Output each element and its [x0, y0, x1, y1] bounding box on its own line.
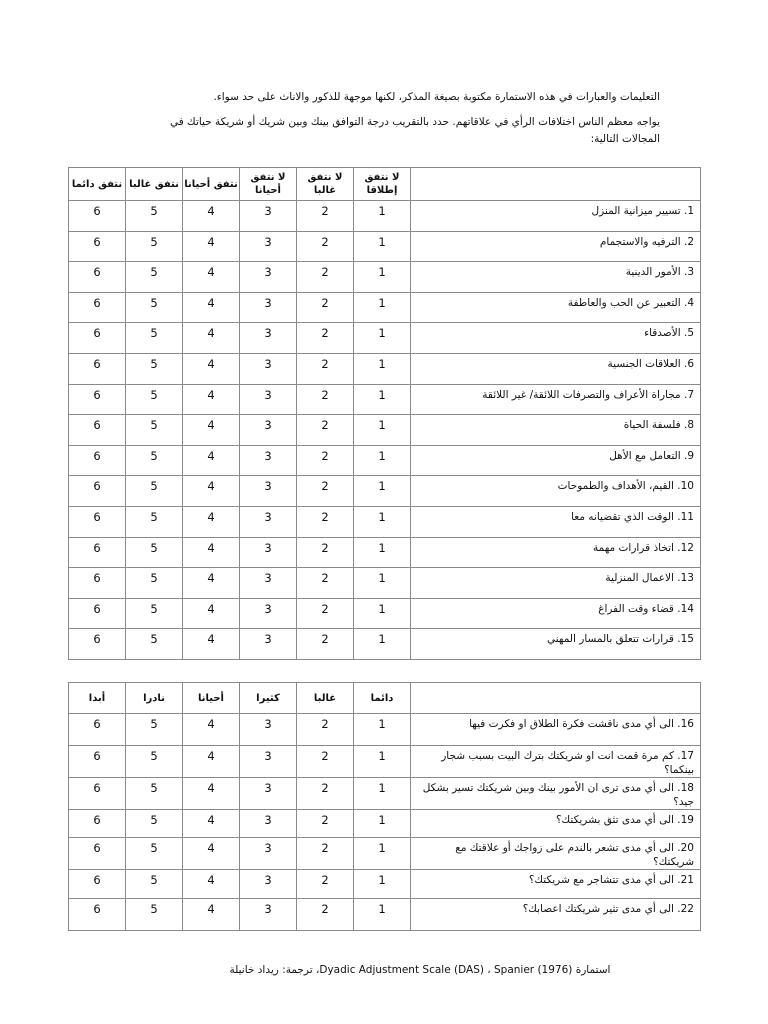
scale-option[interactable]: 4 — [183, 838, 240, 870]
scale-option[interactable]: 6 — [69, 714, 126, 746]
scale-option[interactable]: 1 — [354, 838, 411, 870]
column-header: دائما — [354, 683, 411, 714]
scale-option[interactable]: 5 — [126, 415, 183, 446]
scale-option[interactable]: 2 — [297, 598, 354, 629]
table-row — [69, 231, 701, 262]
scale-option[interactable]: 3 — [240, 629, 297, 660]
scale-option[interactable]: 2 — [297, 384, 354, 415]
item-statement: 6. العلاقات الجنسية — [411, 353, 701, 384]
scale-option[interactable]: 2 — [297, 746, 354, 778]
scale-option[interactable]: 6 — [69, 476, 126, 507]
scale-option[interactable]: 5 — [126, 714, 183, 746]
table-row — [69, 353, 701, 384]
table-row — [69, 445, 701, 476]
table-row — [69, 746, 701, 778]
column-header: نتفق أحيانا — [183, 168, 240, 201]
scale-option[interactable]: 1 — [354, 714, 411, 746]
scale-option[interactable]: 1 — [354, 870, 411, 899]
scale-option[interactable]: 2 — [297, 262, 354, 293]
scale-option[interactable]: 6 — [69, 292, 126, 323]
scale-option[interactable]: 5 — [126, 353, 183, 384]
scale-option[interactable]: 1 — [354, 445, 411, 476]
scale-option[interactable]: 2 — [297, 445, 354, 476]
item-statement: 11. الوقت الذي تقضيانه معا — [411, 506, 701, 537]
scale-option[interactable]: 1 — [354, 746, 411, 778]
scale-option[interactable]: 3 — [240, 899, 297, 931]
scale-option[interactable]: 4 — [183, 899, 240, 931]
item-statement: 3. الأمور الدينية — [411, 262, 701, 293]
scale-option[interactable]: 5 — [126, 537, 183, 568]
scale-option[interactable]: 6 — [69, 323, 126, 354]
scale-option[interactable]: 3 — [240, 537, 297, 568]
table-row — [69, 201, 701, 232]
scale-option[interactable]: 6 — [69, 384, 126, 415]
scale-option[interactable]: 2 — [297, 323, 354, 354]
scale-option[interactable]: 4 — [183, 870, 240, 899]
instructions-note: التعليمات والعبارات في هذه الاستمارة مكتوبة بصيغة المذكر، لكنها موجهة للذكور والاناث على حد سواء. — [213, 91, 660, 103]
scale-option[interactable]: 1 — [354, 231, 411, 262]
scale-option[interactable]: 6 — [69, 231, 126, 262]
scale-option[interactable]: 3 — [240, 231, 297, 262]
scale-option[interactable]: 4 — [183, 445, 240, 476]
scale-option[interactable]: 5 — [126, 746, 183, 778]
scale-option[interactable]: 3 — [240, 476, 297, 507]
scale-option[interactable]: 3 — [240, 598, 297, 629]
instructions-prompt: يواجه معظم الناس اختلافات الرأي في علاقاتهم. حدد بالتقريب درجة التوافق بينك وبين شريك أو شريكة حياتك في المجالات التالية: — [169, 116, 660, 145]
table-row — [69, 537, 701, 568]
scale-option[interactable]: 3 — [240, 746, 297, 778]
scale-option[interactable]: 1 — [354, 353, 411, 384]
scale-option[interactable]: 4 — [183, 629, 240, 660]
scale-option[interactable]: 2 — [297, 870, 354, 899]
scale-option[interactable]: 6 — [69, 201, 126, 232]
scale-option[interactable]: 5 — [126, 778, 183, 810]
item-statement: 18. الى أي مدى ترى ان الأمور بينك وبين شريكتك تسير بشكل جيد؟ — [411, 778, 701, 810]
scale-option[interactable]: 5 — [126, 384, 183, 415]
scale-option[interactable]: 1 — [354, 537, 411, 568]
frequency-table — [68, 682, 701, 931]
scale-option[interactable]: 6 — [69, 262, 126, 293]
scale-option[interactable]: 6 — [69, 778, 126, 810]
scale-option[interactable]: 6 — [69, 445, 126, 476]
scale-option[interactable]: 6 — [69, 598, 126, 629]
scale-option[interactable]: 3 — [240, 870, 297, 899]
scale-option[interactable]: 3 — [240, 838, 297, 870]
scale-option[interactable]: 3 — [240, 778, 297, 810]
scale-option[interactable]: 6 — [69, 810, 126, 838]
scale-option[interactable]: 1 — [354, 778, 411, 810]
scale-option[interactable]: 6 — [69, 870, 126, 899]
scale-option[interactable]: 2 — [297, 838, 354, 870]
scale-option[interactable]: 4 — [183, 384, 240, 415]
scale-option[interactable]: 6 — [69, 353, 126, 384]
scale-option[interactable]: 3 — [240, 201, 297, 232]
table-row — [69, 568, 701, 599]
scale-option[interactable]: 4 — [183, 810, 240, 838]
scale-option[interactable]: 1 — [354, 384, 411, 415]
item-statement: 20. الى أي مدى تشعر بالندم على زواجك أو علاقتك مع شريكتك؟ — [411, 838, 701, 870]
scale-option[interactable]: 6 — [69, 568, 126, 599]
table-row — [69, 629, 701, 660]
table-row — [69, 384, 701, 415]
scale-option[interactable]: 1 — [354, 201, 411, 232]
table-row — [69, 714, 701, 746]
scale-option[interactable]: 3 — [240, 415, 297, 446]
item-statement: 19. الى أي مدى تثق بشريكتك؟ — [411, 810, 701, 838]
column-header: نتفق دائما — [69, 168, 126, 201]
scale-option[interactable]: 3 — [240, 445, 297, 476]
item-statement: 7. مجاراة الأعراف والتصرفات اللائقة/ غير اللائقة — [411, 384, 701, 415]
item-statement: 12. اتخاذ قرارات مهمة — [411, 537, 701, 568]
scale-option[interactable]: 5 — [126, 292, 183, 323]
scale-option[interactable]: 5 — [126, 445, 183, 476]
item-statement: 2. الترفيه والاستجمام — [411, 231, 701, 262]
scale-option[interactable]: 4 — [183, 292, 240, 323]
item-statement: 14. قضاء وقت الفراغ — [411, 598, 701, 629]
scale-option[interactable]: 6 — [69, 629, 126, 660]
scale-option[interactable]: 4 — [183, 201, 240, 232]
scale-option[interactable]: 5 — [126, 899, 183, 931]
column-header: أبدا — [69, 683, 126, 714]
scale-option[interactable]: 3 — [240, 323, 297, 354]
scale-option[interactable]: 3 — [240, 262, 297, 293]
scale-option[interactable]: 4 — [183, 476, 240, 507]
column-header: لا نتفق غالبا — [297, 168, 354, 201]
scale-option[interactable]: 5 — [126, 810, 183, 838]
column-header: غالبا — [297, 683, 354, 714]
scale-option[interactable]: 5 — [126, 476, 183, 507]
scale-option[interactable]: 2 — [297, 353, 354, 384]
scale-option[interactable]: 1 — [354, 810, 411, 838]
item-statement: 16. الى أي مدى ناقشت فكرة الطلاق او فكرت فيها — [411, 714, 701, 746]
item-column-header — [411, 683, 701, 714]
scale-option[interactable]: 2 — [297, 778, 354, 810]
scale-option[interactable]: 6 — [69, 537, 126, 568]
item-statement: 4. التعبير عن الحب والعاطفة — [411, 292, 701, 323]
item-column-header — [411, 168, 701, 201]
table-row — [69, 292, 701, 323]
scale-option[interactable]: 4 — [183, 537, 240, 568]
header-row — [69, 168, 701, 201]
scale-option[interactable]: 3 — [240, 810, 297, 838]
scale-option[interactable]: 3 — [240, 506, 297, 537]
table-row — [69, 778, 701, 810]
scale-option[interactable]: 1 — [354, 476, 411, 507]
item-statement: 10. القيم، الأهداف والطموحات — [411, 476, 701, 507]
column-header: نتفق غالبا — [126, 168, 183, 201]
scale-option[interactable]: 2 — [297, 506, 354, 537]
scale-option[interactable]: 2 — [297, 231, 354, 262]
scale-option[interactable]: 4 — [183, 778, 240, 810]
scale-option[interactable]: 1 — [354, 598, 411, 629]
scale-option[interactable]: 2 — [297, 292, 354, 323]
scale-option[interactable]: 4 — [183, 231, 240, 262]
scale-option[interactable]: 2 — [297, 714, 354, 746]
table-row — [69, 476, 701, 507]
scale-option[interactable]: 4 — [183, 598, 240, 629]
scale-option[interactable]: 5 — [126, 838, 183, 870]
item-statement: 21. الى أي مدى تتشاجر مع شريكتك؟ — [411, 870, 701, 899]
scale-option[interactable]: 5 — [126, 201, 183, 232]
item-statement: 13. الاعمال المنزلية — [411, 568, 701, 599]
scale-option[interactable]: 1 — [354, 323, 411, 354]
scale-option[interactable]: 6 — [69, 838, 126, 870]
scale-option[interactable]: 1 — [354, 506, 411, 537]
table-row — [69, 262, 701, 293]
scale-option[interactable]: 3 — [240, 292, 297, 323]
scale-option[interactable]: 5 — [126, 870, 183, 899]
scale-option[interactable]: 5 — [126, 568, 183, 599]
item-statement: 22. الى أي مدى تثير شريكتك اعصابك؟ — [411, 899, 701, 931]
header-row — [69, 683, 701, 714]
item-statement: 8. فلسفة الحياة — [411, 415, 701, 446]
table-row — [69, 899, 701, 931]
item-statement: 9. التعامل مع الأهل — [411, 445, 701, 476]
scale-option[interactable]: 4 — [183, 568, 240, 599]
scale-option[interactable]: 6 — [69, 899, 126, 931]
scale-option[interactable]: 5 — [126, 629, 183, 660]
item-statement: 5. الأصدقاء — [411, 323, 701, 354]
scale-option[interactable]: 1 — [354, 899, 411, 931]
scale-option[interactable]: 4 — [183, 506, 240, 537]
scale-option[interactable]: 2 — [297, 537, 354, 568]
scale-option[interactable]: 2 — [297, 476, 354, 507]
scale-option[interactable]: 1 — [354, 568, 411, 599]
column-header: لا نتفق إطلاقا — [354, 168, 411, 201]
item-statement: 15. قرارات تتعلق بالمسار المهني — [411, 629, 701, 660]
table-row — [69, 415, 701, 446]
table-row — [69, 598, 701, 629]
scale-option[interactable]: 2 — [297, 201, 354, 232]
source-citation: استمارة Dyadic Adjustment Scale (DAS) ، Spanier (1976)، ترجمة: ريداد خانيلة — [229, 964, 611, 976]
scale-option[interactable]: 3 — [240, 384, 297, 415]
column-header: كثيرا — [240, 683, 297, 714]
scale-option[interactable]: 2 — [297, 415, 354, 446]
scale-option[interactable]: 3 — [240, 714, 297, 746]
scale-option[interactable]: 1 — [354, 292, 411, 323]
table-row — [69, 323, 701, 354]
column-header: نادرا — [126, 683, 183, 714]
scale-option[interactable]: 5 — [126, 598, 183, 629]
scale-option[interactable]: 6 — [69, 506, 126, 537]
scale-option[interactable]: 1 — [354, 629, 411, 660]
scale-option[interactable]: 4 — [183, 323, 240, 354]
scale-option[interactable]: 4 — [183, 262, 240, 293]
scale-option[interactable]: 4 — [183, 714, 240, 746]
scale-option[interactable]: 3 — [240, 568, 297, 599]
scale-option[interactable]: 5 — [126, 231, 183, 262]
item-statement: 17. كم مرة قمت انت او شريكتك بترك البيت بسبب شجار بينكما؟ — [411, 746, 701, 778]
scale-option[interactable]: 3 — [240, 353, 297, 384]
scale-option[interactable]: 4 — [183, 415, 240, 446]
scale-option[interactable]: 6 — [69, 415, 126, 446]
scale-option[interactable]: 5 — [126, 506, 183, 537]
table-row — [69, 870, 701, 899]
scale-option[interactable]: 4 — [183, 746, 240, 778]
scale-option[interactable]: 2 — [297, 899, 354, 931]
scale-option[interactable]: 5 — [126, 262, 183, 293]
scale-option[interactable]: 2 — [297, 810, 354, 838]
column-header: لا نتفق أحيانا — [240, 168, 297, 201]
column-header: أحيانا — [183, 683, 240, 714]
table-row — [69, 810, 701, 838]
scale-option[interactable]: 6 — [69, 746, 126, 778]
scale-option[interactable]: 1 — [354, 262, 411, 293]
scale-option[interactable]: 2 — [297, 568, 354, 599]
item-statement: 1. تسيير ميزانية المنزل — [411, 201, 701, 232]
scale-option[interactable]: 5 — [126, 323, 183, 354]
scale-option[interactable]: 1 — [354, 415, 411, 446]
agreement-table — [68, 167, 701, 660]
scale-option[interactable]: 4 — [183, 353, 240, 384]
scale-option[interactable]: 2 — [297, 629, 354, 660]
table-row — [69, 838, 701, 870]
table-row — [69, 506, 701, 537]
